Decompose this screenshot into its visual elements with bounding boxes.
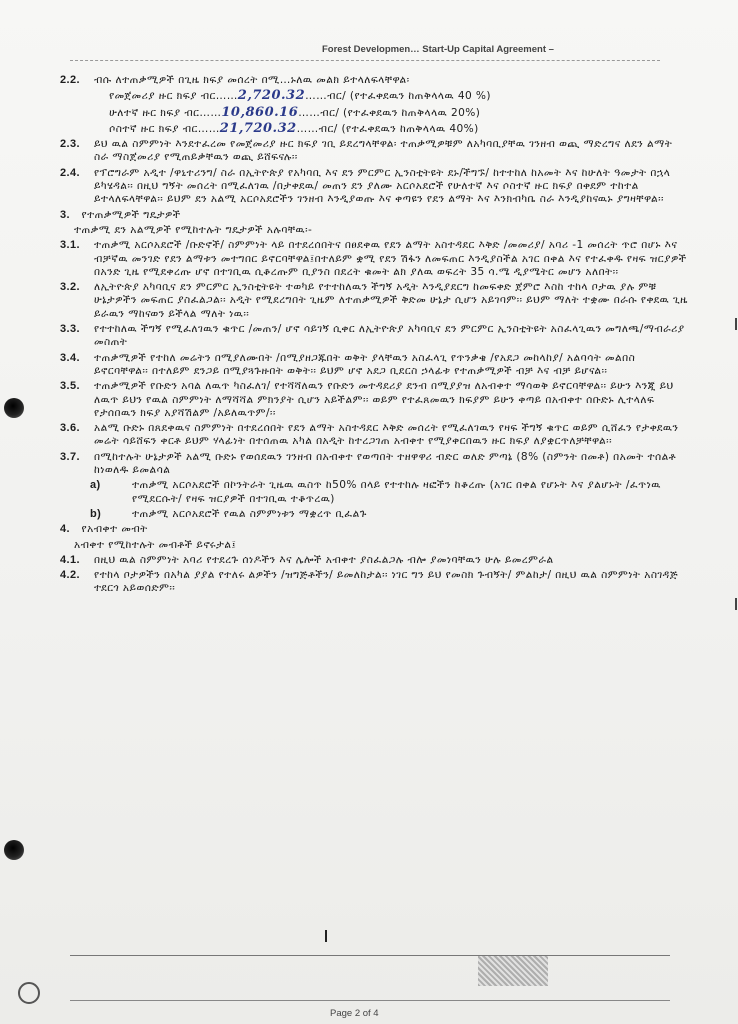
clause-number: 3.5. [60, 380, 80, 393]
document-body [60, 74, 690, 598]
header-rule [70, 60, 660, 61]
clause-number: 3.4. [60, 351, 80, 364]
clause-3-1 [60, 239, 690, 279]
clause-4-2 [60, 569, 690, 596]
clause-number: 4.1. [60, 553, 80, 566]
clause-text: ……ብር/ (የተፈቀደዉን ከጠቅላላዉ 20%) [298, 106, 481, 119]
clause-text: የፕሮግራም አዲተ /ዋኒተሪንግ/ ስራ በኢትዮጵያ የአካባቢ እና ደን ምርምር ኢንስቲትዩት ደኑ/ችግኙ/ ከተተከለ ከአመት እና ከሁለት ዓመታት በኋላ ይካሄዳል፡፡ በዚህ ግኝት መሰረት በሚፈለገዉ /በታቀደዉ/ መጠን ደን ያለሙ አርሶአደሮች የሁለተኛ እና ሶስተኛ ዙር ክፍያ በቀደም ተከተል ይተላለፍላቸዋል፡፡ ይህም ደን አልሚ አርሶአደሮችን ገንዘብ እንዲያወጡ እና ቀጣዩን የደን ልማት እና እንክብካቤ ስራ እንዲያከናዉኑ ያግዛቸዋል፡፡ [94, 166, 675, 206]
page-number: Page 2 of 4 [330, 1008, 379, 1019]
clause-text: በሚከተሉት ሁኔታዎች አልሚ ቡድኑ የወሰደዉን ገንዘብ በአብቀተ የወጣበት ተዘዋዋሪ ብድር ወለድ ምጣኔ (8% (ስምንት በመቶ) በአመት ተሰልቶ ከነወለዱ ይመልሳል [94, 450, 680, 477]
clause-number: 2.2. [60, 74, 80, 86]
clause-a [60, 479, 690, 506]
clause-3-3 [60, 323, 690, 350]
margin-mark [735, 598, 737, 610]
clause-text: ተጠቃሚ አርሶአደሮች /ቡድኖች/ ስምምነት ላይ በተደረሰበትና በፀደቀዉ የደን ልማት አስተዳደር እቅድ /መመሪያ/ አባሪ -1 መሰረት ጥሮ በሆኑ እና ብቻኛዉ መንገድ የደን ልማቱን መተግበር ይኖርባቸዋል፤በተለይም ቋሚ የደን ሽፋን ለመፍጠር እንዲያስችል አገር በቀል እና የተፈቀዱ የዛፍ ዝርያዎች በአንድ ጊዜ የሚደቀረጡ ሆኖ በተገቢዉ ሲቆረጡም ቢያንስ በደረት ቁመት ልክ ያለዉ ወፍረት 35 ሳ.ሜ ዲያሜትር መሆን አለበት፡፡ [94, 239, 691, 278]
clause-4-1 [60, 554, 690, 567]
clause-text: ……ብር/ (የተፈቀደዉን ከጠቅላላዉ 40%) [296, 122, 479, 135]
clause-number: 3. [60, 208, 70, 221]
text-line [60, 539, 690, 552]
clause-3 [60, 209, 690, 222]
running-header: Forest Developmen… Start-Up Capital Agreement – [322, 44, 554, 55]
clause-text: ሶስተኛ ዙር ክፍያ ብር…… [94, 122, 220, 135]
clause-3-7 [60, 451, 690, 478]
clause-text: አልሚ ቡድኑ በጸደቀዉና ስምምነት በተደረሰበት የደን ልማት አስተዳደር እቅድ መሰረት የሚፈለገዉን የዛፍ ችግኝ ቁጥር ወይም ሲሸፈን የታቀደዉን መሬት ሳይሸፍን ቀርቶ ይህም ሃላፊነት በተሰጠዉ አካል በአዲት ከተረጋገጠ አብቀተ የሚያቀርበዉን ዙር ክፍያ ለያቋርጥለቻቸዋል፡፡ [94, 422, 683, 448]
stamp-mark [478, 956, 548, 986]
clause-text: ይህ ዉል ስምምነት እንደተፈረመ የመጀመሪያ ዙር ክፍያ ገቢ ይደረግላቸዋል፡ ተጠቃሚዎቹም ለአካባቢያቸዉ ገንዘብ ወጪ ማድረግና ለደን ልማት ስራ ማስጀመሪያ የሚጠይቃቸዉን ወጪ ይሸፍናሉ፡፡ [94, 138, 677, 164]
footer-rule [70, 955, 670, 956]
clause-3-4 [60, 352, 690, 379]
handwritten-amount: 21,720.32 [219, 120, 297, 136]
handwritten-amount: 2,720.32 [237, 88, 306, 104]
clause-text: ተጠቃሚዎች የቡድን አባል ለዉጥ ካስፈለገ/ የተሻሻለዉን የቡድን መተዳደሪያ ደንብ በሚያያዝ ለአብቀተ ማሳወቅ ይኖርባቸዋል፡፡ ይሁን እንጂ ይህ ለዉጥ ይህን የዉል ስምምነት ለማሻሻል ምክንያት ሲሆን አይችልም፡፡ ወይም የተፈጸመዉን ክፍያም ይሁን ቀጣይ በአብቀተ ሰቡድኑ ሊተላለፍ የታሰበዉን ክፍያ አያሻሽልም /አይለዉጥም/፡፡ [94, 380, 678, 419]
clause-b [60, 508, 690, 521]
footer-rule-bottom [70, 1000, 670, 1001]
clause-number: 3.6. [60, 422, 80, 435]
clause-number: 4.2. [60, 569, 80, 582]
clause-number: b) [90, 507, 102, 520]
clause-3-2 [60, 281, 690, 321]
clause-text: የተከላ ቦታዎችን በአካል ያያል የተለሩ ልዎችን /ዝግጅቶችን/ ይመለከታል፡፡ ነገር ግን ይህ የመስክ ጉብኝት/ ምልከታ/ በዚህ ዉል ስምምነት አስገዳጅ ተደርጎ አይወሰድም፡፡ [94, 569, 682, 595]
clause-number: 2.3. [60, 138, 80, 151]
clause-number: 3.3. [60, 323, 80, 336]
margin-mark [735, 318, 737, 330]
handwritten-amount: 10,860.16 [221, 104, 299, 120]
clause-text: ……ብር/ (የተፈቀደዉን ከጠቅላላዉ 40 %) [305, 90, 491, 103]
clause-text: ተጠቃሚ ደን አልሚዎች የሚከተሉት ግዴታዎች አሉባቸዉ፡- [74, 223, 313, 236]
scribble-mark [18, 982, 40, 1004]
text-line [60, 224, 690, 237]
clause-text: ሁለተኛ ዙር ክፍያ ብር…… [94, 106, 222, 119]
clause-2-2 [60, 74, 690, 87]
clause-number: a) [90, 479, 101, 492]
clause-text: የተጠቃሚዎች ግዴታዎች [74, 208, 181, 221]
text-line [60, 89, 690, 103]
clause-number: 3.1. [60, 239, 80, 252]
clause-number: 3.7. [60, 450, 80, 463]
clause-text: ብሱ ለተጠቃሚዎች በጊዜ ክፍያ መሰረት በሚ…ኑለዉ መልክ ይተላለፍላቸዋል፡ [94, 74, 410, 86]
pen-tick-mark [325, 930, 327, 942]
clause-text: ተጠቃሚ አርሶአደሮች በኮንትራት ጊዜዉ ዉስጥ ከ50% በላይ የተተከሉ ዛፎችን ከቆረጡ (አገር በቀል የሆኑት እና ያልሆኑት /ፈጥነዉ የሚደርሱት/ የዛፍ ዝርያዎች በተገቢዉ ተቆጥረዉ) [132, 479, 665, 505]
clause-3-5 [60, 380, 690, 420]
clause-3-6 [60, 422, 690, 449]
clause-text: ለኢትዮጵያ አካባቢና ደን ምርምር ኢንስቲትዩት ተወካይ የተተከለዉን ችግኝ አዲት እንዲያደርግ ከመፍቀድ ጀምሮ እስከ ተከላ ቦታዉ ያሉ ምቹ ሁኔታዎችን መፍጠር ያስፈልጋል፡፡ አዲት የሚደረግበት ጊዜም ለተጠቃሚዎች ቅድመ ሁኔታ ሲሆን አይገባም፡፡ ይህም ማለት ተቋሙ በራሱ የቀደዉ ጊዜ ይራዉን ማከናወን ይችላል ማለት ነዉ፡፡ [94, 281, 692, 320]
clause-text: ተጠቃሚዎች የተከለ መሬትን በሚያለሙበት /በሚያዘጋጁበት ወቅት ያላቸዉን አስፈላጊ የጥንቃቄ /የአደጋ መከላከያ/ አልባሳት መልበስ ይኖርባቸዋል፡፡ በተለይም ደንጋይ በሚያጓጉዙበት ወቅት፡፡ ይህም ሆኖ አደጋ ቢደርስ ኃላፊቱ የተጠቃሚዎች ብቻ እና ብቻ ይሆናል፡፡ [94, 351, 639, 377]
clause-number: 4. [60, 523, 70, 536]
clause-2-4 [60, 167, 690, 207]
clause-text: አብቀተ የሚከተሉት መብቶች ይኖሩታል፤ [74, 538, 237, 551]
clause-text: በዚህ ዉል ስምምነት አባሪ የተደረጉ ሰነዶችን እና ሌሎች አብቀተ ያስፈልጋሉ ብሎ ያመነባቸዉን ሁሉ ይመረምራል [94, 553, 554, 566]
clause-4 [60, 523, 690, 536]
text-line [60, 106, 690, 120]
clause-2-3 [60, 138, 690, 165]
punch-hole-bottom [4, 840, 24, 860]
clause-text: የመጀመሪያ ዙር ክፍያ ብር…… [94, 90, 238, 103]
clause-number: 2.4. [60, 166, 80, 179]
clause-number: 3.2. [60, 281, 80, 294]
clause-text: የአብቀተ መብት [74, 523, 148, 536]
clause-text: ተጠቃሚ አርሶአደሮች የዉል ስምምነቱን ማቋረጥ ቢፈልጉ [132, 507, 367, 520]
text-line [60, 122, 690, 136]
clause-text: የተተከለዉ ችግኝ የሚፈለገዉን ቁጥር /መጠን/ ሆኖ ሳይገኝ ሲቀር ለኢትዮጵያ አካባቢና ደን ምርምር ኢንስቲትዩት አስፈላጊዉን መግለጫ/ማብራሪያ መስጠት [94, 323, 689, 349]
punch-hole-top [4, 398, 24, 418]
